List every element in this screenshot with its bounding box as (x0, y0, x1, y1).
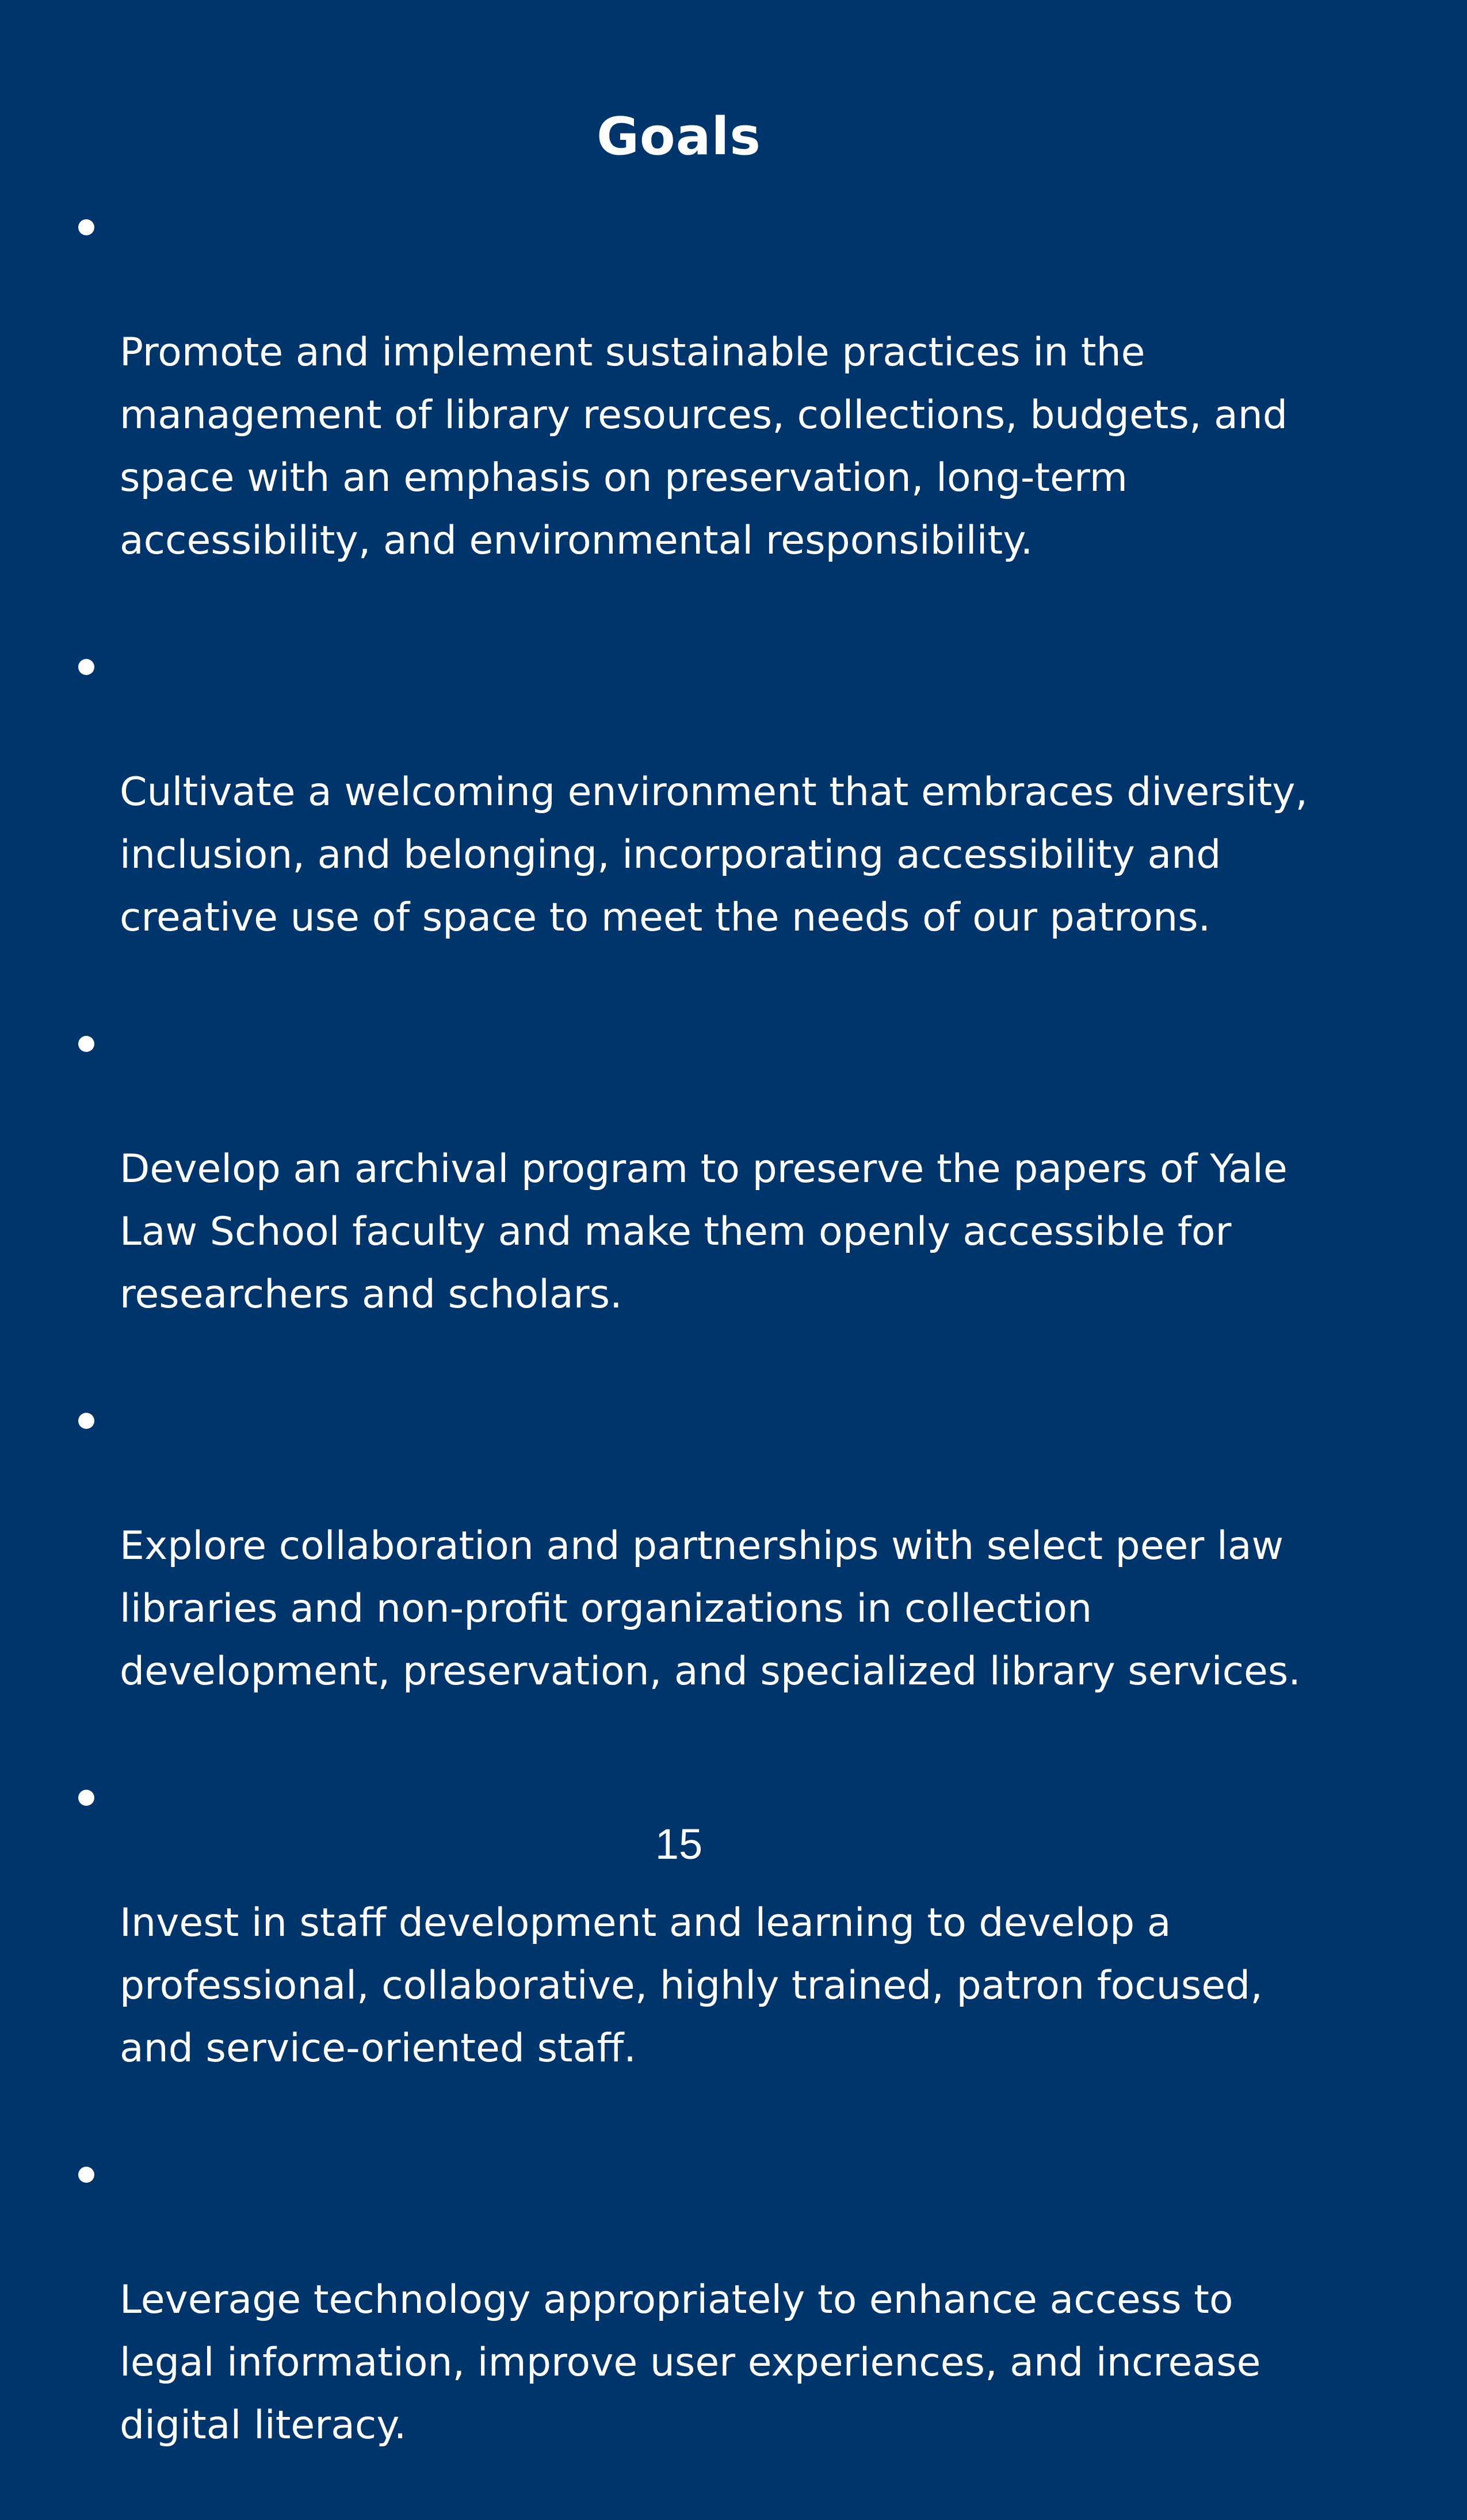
goal-item (72, 1389, 1419, 1703)
goal-text: Promote and implement sustainable practices in the management of library resources, collections, budgets, and space with an emphasis on preservation, long-term accessibility, and environmental responsibility. (120, 330, 1288, 563)
page-title: Goals (597, 106, 761, 167)
goals-list (72, 196, 1419, 2520)
goal-item (72, 2143, 1419, 2457)
bullet-icon (78, 2167, 94, 2183)
goal-text: Cultivate a welcoming environment that embraces diversity, inclusion, and belonging, incorporating accessibility and creative use of space to meet the needs of our patrons. (120, 769, 1308, 940)
goal-item (72, 196, 1419, 572)
goal-text: Develop an archival program to preserve the papers of Yale Law School faculty and make them openly accessible for researchers and scholars. (120, 1146, 1288, 1317)
bullet-icon (78, 1036, 94, 1052)
goal-text: Explore collaboration and partnerships with select peer law libraries and non-profit organizations in collection development, preservation, and specialized library services. (120, 1523, 1301, 1694)
bullet-icon (78, 659, 94, 675)
page-number: 15 (655, 1820, 703, 1868)
bullet-icon (78, 1790, 94, 1806)
goal-text: Leverage technology appropriately to enhance access to legal information, improve user experiences, and increase digital literacy. (120, 2277, 1261, 2448)
bullet-icon (78, 1413, 94, 1429)
goal-item (72, 1012, 1419, 1326)
bullet-icon (78, 219, 94, 235)
goal-text: Invest in staff development and learning to develop a professional, collaborative, highly trained, patron focused, and service-oriented staff. (120, 1900, 1263, 2071)
goal-item (72, 1766, 1419, 2080)
goal-item (72, 635, 1419, 949)
